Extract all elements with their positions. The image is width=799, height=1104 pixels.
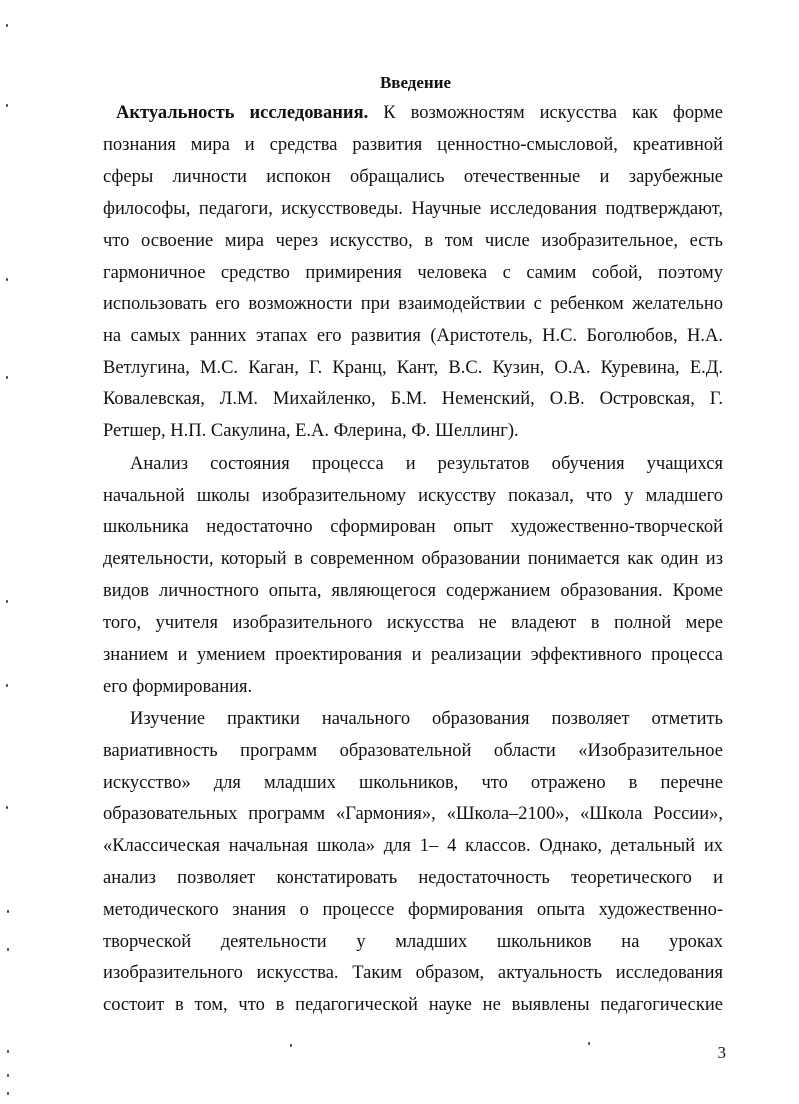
paragraph-1-line: Ретшер, Н.П. Сакулина, Е.А. Флерина, Ф. Шеллинг). <box>103 421 519 441</box>
paragraph-3-line: Изучение практики начального образования позволяет отметить <box>130 709 723 729</box>
paragraph-3-line: «Классическая начальная школа» для 1– 4 классов. Однако, детальный их <box>103 836 723 856</box>
paragraph-1-line: философы, педагоги, искусствоведы. Научные исследования подтверждают, <box>103 199 723 219</box>
scan-artifact <box>6 806 8 809</box>
scan-artifact <box>290 1044 292 1047</box>
scan-artifact <box>6 600 8 603</box>
page-number: 3 <box>717 1043 726 1062</box>
section-title: Введение <box>379 73 452 92</box>
paragraph-3-line: изобразительного искусства. Таким образом, актуальность исследования <box>103 963 723 983</box>
paragraph-text: К возможностям искусства как форме <box>383 103 724 123</box>
paragraph-3-line: искусство» для младших школьников, что отражено в перечне <box>103 773 723 793</box>
paragraph-1-line: Ковалевская, Л.М. Михайленко, Б.М. Неменский, О.В. Островская, Г. <box>103 389 723 409</box>
paragraph-2-line: деятельности, который в современном образовании понимается как один из <box>103 549 723 569</box>
paragraph-3-line: методического знания о процессе формирования опыта художественно- <box>103 900 723 920</box>
paragraph-3-line: состоит в том, что в педагогической науке не выявлены педагогические <box>103 995 723 1015</box>
paragraph-1-line: сферы личности испокон обращались отечественные и зарубежные <box>103 167 723 187</box>
paragraph-1-line <box>116 101 723 125</box>
scan-artifact <box>588 1042 590 1045</box>
paragraph-1-line: на самых ранних этапах его развития (Аристотель, Н.С. Боголюбов, Н.А. <box>103 326 723 346</box>
paragraph-2-line: начальной школы изобразительному искусству показал, что у младшего <box>103 486 723 506</box>
paragraph-1-line: гармоничное средство примирения человека с самим собой, поэтому <box>103 263 723 283</box>
scan-artifact <box>7 1074 9 1077</box>
paragraph-lead-heading: Актуальность исследования. <box>116 103 369 123</box>
paragraph-3-line: образовательных программ «Гармония», «Школа–2100», «Школа России», <box>103 804 723 824</box>
scan-artifact <box>7 1092 9 1095</box>
paragraph-2-line: видов личностного опыта, являющегося содержанием образования. Кроме <box>103 581 723 601</box>
scan-artifact <box>6 24 8 27</box>
paragraph-3-line: творческой деятельности у младших школьников на уроках <box>103 932 723 952</box>
paragraph-1-line: что освоение мира через искусство, в том числе изобразительное, есть <box>103 231 723 251</box>
scan-artifact <box>7 1050 9 1053</box>
paragraph-1-line: использовать его возможности при взаимодействии с ребенком желательно <box>103 294 723 314</box>
paragraph-1-line: Ветлугина, М.С. Каган, Г. Кранц, Кант, В.С. Кузин, О.А. Куревина, Е.Д. <box>103 358 723 378</box>
scan-artifact <box>6 104 8 107</box>
paragraph-2-line: того, учителя изобразительного искусства не владеют в полной мере <box>103 613 723 633</box>
paragraph-2-line: Анализ состояния процесса и результатов обучения учащихся <box>130 454 723 474</box>
paragraph-3-line: вариативность программ образовательной области «Изобразительное <box>103 741 723 761</box>
paragraph-3-line: анализ позволяет констатировать недостаточность теоретического и <box>103 868 723 888</box>
scan-artifact <box>6 376 8 379</box>
scan-artifact <box>6 278 8 281</box>
scan-artifact <box>7 910 9 913</box>
paragraph-2-line: его формирования. <box>103 677 253 697</box>
scan-artifact <box>7 948 9 951</box>
paragraph-2-line: знанием и умением проектирования и реализации эффективного процесса <box>103 645 723 665</box>
paragraph-1-line: познания мира и средства развития ценностно-смысловой, креативной <box>103 135 723 155</box>
paragraph-2-line: школьника недостаточно сформирован опыт художественно-творческой <box>103 517 723 537</box>
scan-artifact <box>6 684 8 687</box>
